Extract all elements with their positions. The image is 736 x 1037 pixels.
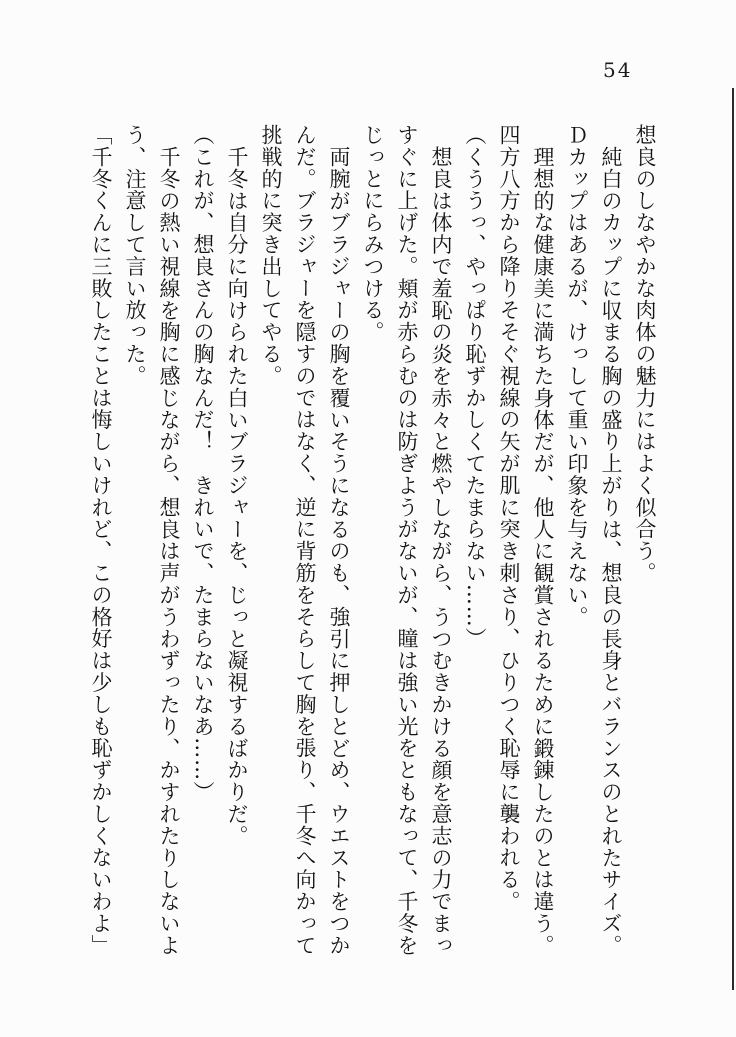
text-line: （これが、想良さんの胸なんだ！ きれいで、たまらないなあ……） — [191, 124, 215, 803]
paragraph — [356, 124, 458, 966]
text-line: 四方八方から降りそそぐ視線の矢が肌に突き刺さり、ひりつく恥辱に襲われる。 — [497, 124, 521, 913]
text-line: んだ。ブラジャーを隠すのではなく、逆に背筋をそらして胸を張り、千冬へ向かって — [293, 124, 317, 957]
novel-text-block — [84, 124, 662, 966]
text-line: 想良は体内で羞恥の炎を赤々と燃やしながら、うつむきかける顔を意志の力でまっ — [429, 146, 453, 957]
text-line: 挑戦的に突き出してやる。 — [259, 124, 283, 387]
paragraph — [560, 124, 628, 966]
text-line: 千冬は自分に向けられた白いブラジャーを、じっと凝視するばかりだ。 — [225, 146, 249, 847]
text-line: 想良のしなやかな肉体の魅力にはよく似合う。 — [633, 124, 657, 584]
paragraph-dialogue — [84, 124, 118, 966]
paragraph — [628, 124, 662, 966]
text-line: すぐに上げた。頬が赤らむのは防ぎようがないが、瞳は強い光をともなって、千冬を — [395, 124, 419, 957]
paragraph — [254, 124, 356, 966]
text-line: じっとにらみつける。 — [361, 124, 385, 343]
page-number: 54 — [603, 58, 633, 82]
paragraph — [220, 124, 254, 966]
text-line: 純白のカップに収まる胸の盛り上がりは、想良の長身とバランスのとれたサイズ。 — [599, 146, 623, 957]
text-line: う、注意して言い放った。 — [123, 124, 147, 387]
text-line: Ｄカップはあるが、けっして重い印象を与えない。 — [565, 124, 589, 628]
paragraph — [492, 124, 560, 966]
text-line: 両腕がブラジャーの胸を覆いそうになるのも、強引に押しとどめ、ウエストをつか — [327, 146, 351, 957]
text-line: 「千冬くんに三敗したことは悔しいけれど、この格好は少しも恥ずかしくないわよ」 — [89, 124, 113, 957]
page-edge-line — [732, 88, 734, 990]
text-line: 千冬の熱い視線を胸に感じながら、想良は声がうわずったり、かすれたりしないよ — [157, 146, 181, 957]
text-line: 理想的な健康美に満ちた身体だが、他人に観賞されるために鍛錬したのとは違う。 — [531, 146, 555, 957]
paragraph — [118, 124, 186, 966]
text-line: （くううっ、やっぱり恥ずかしくてたまらない……） — [463, 124, 487, 650]
paragraph-thought — [458, 124, 492, 966]
paragraph-thought — [186, 124, 220, 966]
